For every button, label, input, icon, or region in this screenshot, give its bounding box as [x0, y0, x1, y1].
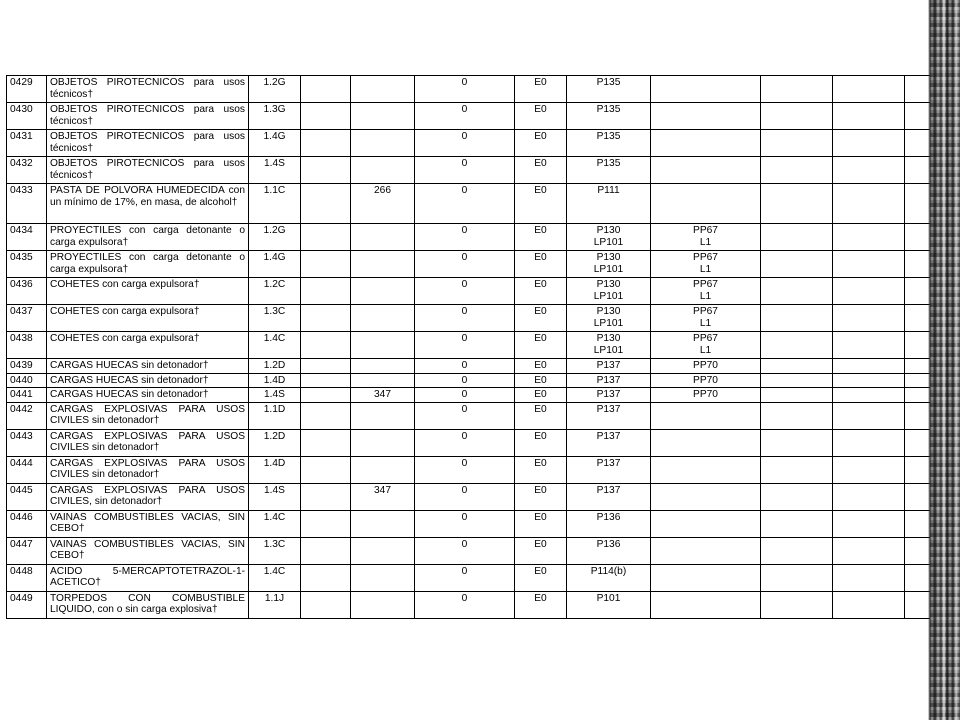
un-number-cell: 0446 [7, 510, 47, 537]
table-cell: 0 [415, 373, 515, 388]
table-cell [761, 591, 833, 618]
un-number-cell: 0448 [7, 564, 47, 591]
un-number-cell: 0432 [7, 157, 47, 184]
table-cell [833, 130, 905, 157]
table-cell: E0 [515, 251, 567, 278]
table-cell: E0 [515, 76, 567, 103]
table-cell [301, 388, 351, 403]
designation-cell: COHETES con carga expulsora† [47, 278, 249, 305]
table-cell [833, 359, 905, 374]
designation-cell: PROYECTILES con carga detonante o carga expulsora† [47, 224, 249, 251]
table-cell: P111 [567, 184, 651, 224]
table-row [7, 184, 947, 224]
table-cell [833, 510, 905, 537]
table-cell: 0 [415, 130, 515, 157]
table-cell [761, 456, 833, 483]
un-number-cell: 0436 [7, 278, 47, 305]
table-cell: E0 [515, 537, 567, 564]
class-cell: 1.4G [249, 251, 301, 278]
table-cell [301, 130, 351, 157]
table-cell: P130 LP101 [567, 305, 651, 332]
un-number-cell: 0443 [7, 429, 47, 456]
table-cell: E0 [515, 483, 567, 510]
table-cell: 0 [415, 429, 515, 456]
table-cell: 347 [351, 483, 415, 510]
table-cell [651, 483, 761, 510]
table-cell [761, 76, 833, 103]
table-cell: P130 LP101 [567, 224, 651, 251]
table-cell: P135 [567, 157, 651, 184]
table-cell [833, 184, 905, 224]
table-cell [351, 130, 415, 157]
table-cell: PP67 L1 [651, 251, 761, 278]
un-number-cell: 0442 [7, 402, 47, 429]
un-number-cell: 0447 [7, 537, 47, 564]
designation-cell: ACIDO 5-MERCAPTOTETRAZOL-1-ACETICO† [47, 564, 249, 591]
table-row [7, 388, 947, 403]
designation-cell: COHETES con carga expulsora† [47, 305, 249, 332]
un-number-cell: 0441 [7, 388, 47, 403]
designation-cell: CARGAS EXPLOSIVAS PARA USOS CIVILES sin detonador† [47, 429, 249, 456]
table-cell [301, 184, 351, 224]
designation-cell: CARGAS HUECAS sin detonador† [47, 373, 249, 388]
designation-cell: CARGAS HUECAS sin detonador† [47, 359, 249, 374]
table-cell: P114(b) [567, 564, 651, 591]
table-cell [301, 402, 351, 429]
class-cell: 1.2G [249, 224, 301, 251]
class-cell: 1.2D [249, 429, 301, 456]
table-cell: 0 [415, 537, 515, 564]
table-row [7, 456, 947, 483]
table-cell: P137 [567, 483, 651, 510]
table-cell: P137 [567, 359, 651, 374]
table-cell [351, 157, 415, 184]
table-cell [833, 332, 905, 359]
un-number-cell: 0439 [7, 359, 47, 374]
table-cell [651, 103, 761, 130]
table-cell: 0 [415, 251, 515, 278]
table-cell [301, 305, 351, 332]
table-row [7, 332, 947, 359]
table-row [7, 373, 947, 388]
table-cell: E0 [515, 130, 567, 157]
table-row [7, 564, 947, 591]
designation-cell: VAINAS COMBUSTIBLES VACIAS, SIN CEBO† [47, 537, 249, 564]
un-number-cell: 0438 [7, 332, 47, 359]
table-cell: 347 [351, 388, 415, 403]
table-cell [761, 103, 833, 130]
table-cell [761, 537, 833, 564]
table-cell [301, 483, 351, 510]
table-cell [761, 157, 833, 184]
table-cell: P130 LP101 [567, 278, 651, 305]
table-cell [651, 564, 761, 591]
table-cell: E0 [515, 278, 567, 305]
table-cell: 0 [415, 564, 515, 591]
class-cell: 1.4S [249, 157, 301, 184]
table-row [7, 305, 947, 332]
table-cell: PP70 [651, 388, 761, 403]
table-cell: 0 [415, 103, 515, 130]
designation-cell: OBJETOS PIROTECNICOS para usos técnicos† [47, 103, 249, 130]
table-cell: 0 [415, 157, 515, 184]
table-cell [651, 157, 761, 184]
class-cell: 1.4C [249, 510, 301, 537]
table-row [7, 76, 947, 103]
table-cell [351, 591, 415, 618]
un-number-cell: 0445 [7, 483, 47, 510]
table-cell [761, 130, 833, 157]
designation-cell: CARGAS HUECAS sin detonador† [47, 388, 249, 403]
table-cell: E0 [515, 510, 567, 537]
table-cell [761, 332, 833, 359]
table-cell [833, 76, 905, 103]
table-cell [833, 564, 905, 591]
table-cell: E0 [515, 429, 567, 456]
table-cell: E0 [515, 305, 567, 332]
class-cell: 1.3C [249, 537, 301, 564]
designation-cell: TORPEDOS CON COMBUSTIBLE LIQUIDO, con o sin carga explosiva† [47, 591, 249, 618]
table-cell [301, 537, 351, 564]
table-cell [301, 103, 351, 130]
table-row [7, 103, 947, 130]
designation-cell: PROYECTILES con carga detonante o carga expulsora† [47, 251, 249, 278]
un-number-cell: 0434 [7, 224, 47, 251]
table-cell: P137 [567, 456, 651, 483]
table-cell: E0 [515, 388, 567, 403]
table-cell [301, 359, 351, 374]
table-cell [833, 224, 905, 251]
table-cell [651, 591, 761, 618]
table-cell [833, 537, 905, 564]
table-cell [833, 251, 905, 278]
table-cell: 0 [415, 76, 515, 103]
table-cell: P136 [567, 537, 651, 564]
table-cell: 0 [415, 510, 515, 537]
table-cell [351, 359, 415, 374]
table-cell: P137 [567, 373, 651, 388]
table-cell [761, 305, 833, 332]
table-cell [833, 305, 905, 332]
table-cell: PP67 L1 [651, 278, 761, 305]
table-cell: P130 LP101 [567, 251, 651, 278]
table-cell [761, 359, 833, 374]
un-number-cell: 0433 [7, 184, 47, 224]
table-cell: P101 [567, 591, 651, 618]
un-number-cell: 0440 [7, 373, 47, 388]
table-cell: E0 [515, 456, 567, 483]
table-cell: 266 [351, 184, 415, 224]
table-cell [301, 157, 351, 184]
table-cell: E0 [515, 591, 567, 618]
class-cell: 1.3C [249, 305, 301, 332]
class-cell: 1.2G [249, 76, 301, 103]
un-number-cell: 0437 [7, 305, 47, 332]
slide-edge-decoration [926, 0, 960, 720]
un-number-cell: 0449 [7, 591, 47, 618]
class-cell: 1.4D [249, 373, 301, 388]
table-cell: E0 [515, 103, 567, 130]
table-row [7, 510, 947, 537]
table-cell [651, 130, 761, 157]
class-cell: 1.1J [249, 591, 301, 618]
table-cell [351, 332, 415, 359]
table-cell [301, 76, 351, 103]
table-cell [351, 456, 415, 483]
table-cell [301, 456, 351, 483]
table-cell [761, 388, 833, 403]
table-row [7, 130, 947, 157]
table-cell [833, 103, 905, 130]
class-cell: 1.4C [249, 564, 301, 591]
class-cell: 1.4D [249, 456, 301, 483]
table-cell: 0 [415, 388, 515, 403]
class-cell: 1.2C [249, 278, 301, 305]
class-cell: 1.4S [249, 388, 301, 403]
table-cell: P136 [567, 510, 651, 537]
table-row [7, 483, 947, 510]
table-cell [761, 373, 833, 388]
designation-cell: CARGAS EXPLOSIVAS PARA USOS CIVILES, sin detonador† [47, 483, 249, 510]
table-cell [761, 224, 833, 251]
dangerous-goods-table-container [6, 75, 946, 619]
designation-cell: CARGAS EXPLOSIVAS PARA USOS CIVILES sin detonador† [47, 402, 249, 429]
table-row [7, 591, 947, 618]
table-cell [833, 402, 905, 429]
table-cell [301, 224, 351, 251]
table-cell: E0 [515, 373, 567, 388]
un-number-cell: 0431 [7, 130, 47, 157]
table-cell [833, 429, 905, 456]
table-cell [351, 402, 415, 429]
table-row [7, 359, 947, 374]
un-number-cell: 0429 [7, 76, 47, 103]
table-cell: P137 [567, 402, 651, 429]
table-cell [761, 483, 833, 510]
table-row [7, 224, 947, 251]
table-cell: P137 [567, 429, 651, 456]
table-cell: PP70 [651, 373, 761, 388]
table-cell [351, 373, 415, 388]
table-body [7, 76, 947, 619]
table-cell [761, 251, 833, 278]
class-cell: 1.1C [249, 184, 301, 224]
table-cell: P135 [567, 76, 651, 103]
un-number-cell: 0430 [7, 103, 47, 130]
table-row [7, 537, 947, 564]
table-cell [761, 184, 833, 224]
table-cell [351, 537, 415, 564]
table-cell: 0 [415, 184, 515, 224]
table-cell: E0 [515, 157, 567, 184]
class-cell: 1.4S [249, 483, 301, 510]
table-cell [833, 157, 905, 184]
table-cell: 0 [415, 402, 515, 429]
class-cell: 1.3G [249, 103, 301, 130]
un-number-cell: 0444 [7, 456, 47, 483]
table-cell [351, 103, 415, 130]
table-cell [833, 388, 905, 403]
class-cell: 1.4G [249, 130, 301, 157]
table-cell: E0 [515, 332, 567, 359]
table-cell [651, 456, 761, 483]
table-cell [833, 483, 905, 510]
table-cell: E0 [515, 359, 567, 374]
table-cell: 0 [415, 456, 515, 483]
table-cell [651, 429, 761, 456]
table-cell: P135 [567, 103, 651, 130]
dangerous-goods-table [6, 75, 947, 619]
table-cell [651, 76, 761, 103]
table-cell [761, 429, 833, 456]
table-cell [351, 224, 415, 251]
table-cell [301, 332, 351, 359]
table-row [7, 429, 947, 456]
table-cell: E0 [515, 224, 567, 251]
table-cell: P130 LP101 [567, 332, 651, 359]
table-cell: 0 [415, 305, 515, 332]
table-cell [761, 510, 833, 537]
table-cell [651, 184, 761, 224]
table-cell [351, 251, 415, 278]
table-cell [351, 564, 415, 591]
table-cell [651, 402, 761, 429]
table-cell [651, 537, 761, 564]
class-cell: 1.2D [249, 359, 301, 374]
table-cell [761, 564, 833, 591]
table-row [7, 278, 947, 305]
designation-cell: OBJETOS PIROTECNICOS para usos técnicos† [47, 76, 249, 103]
un-number-cell: 0435 [7, 251, 47, 278]
table-cell: E0 [515, 564, 567, 591]
table-cell: PP67 L1 [651, 224, 761, 251]
table-cell: 0 [415, 278, 515, 305]
table-cell [301, 251, 351, 278]
table-cell [761, 402, 833, 429]
table-cell [351, 429, 415, 456]
table-cell: 0 [415, 483, 515, 510]
table-row [7, 402, 947, 429]
table-cell [301, 429, 351, 456]
table-cell [351, 76, 415, 103]
table-cell [761, 278, 833, 305]
table-cell [833, 278, 905, 305]
class-cell: 1.1D [249, 402, 301, 429]
table-cell: 0 [415, 591, 515, 618]
table-cell [833, 591, 905, 618]
table-row [7, 157, 947, 184]
table-cell: PP70 [651, 359, 761, 374]
table-cell: E0 [515, 184, 567, 224]
designation-cell: PASTA DE POLVORA HUMEDECIDA con un mínimo de 17%, en masa, de alcohol† [47, 184, 249, 224]
table-cell: PP67 L1 [651, 305, 761, 332]
table-cell: E0 [515, 402, 567, 429]
table-cell: PP67 L1 [651, 332, 761, 359]
table-cell [833, 456, 905, 483]
table-cell [301, 510, 351, 537]
table-cell: P135 [567, 130, 651, 157]
table-cell [651, 510, 761, 537]
table-cell: 0 [415, 332, 515, 359]
class-cell: 1.4C [249, 332, 301, 359]
table-cell [301, 591, 351, 618]
table-row [7, 251, 947, 278]
table-cell [301, 278, 351, 305]
table-cell [301, 564, 351, 591]
table-cell [351, 278, 415, 305]
table-cell [833, 373, 905, 388]
table-cell [301, 373, 351, 388]
table-cell [351, 305, 415, 332]
designation-cell: OBJETOS PIROTECNICOS para usos técnicos† [47, 157, 249, 184]
table-cell [351, 510, 415, 537]
designation-cell: VAINAS COMBUSTIBLES VACIAS, SIN CEBO† [47, 510, 249, 537]
table-cell: 0 [415, 224, 515, 251]
table-cell: 0 [415, 359, 515, 374]
designation-cell: CARGAS EXPLOSIVAS PARA USOS CIVILES sin detonador† [47, 456, 249, 483]
designation-cell: COHETES con carga expulsora† [47, 332, 249, 359]
designation-cell: OBJETOS PIROTECNICOS para usos técnicos† [47, 130, 249, 157]
table-cell: P137 [567, 388, 651, 403]
